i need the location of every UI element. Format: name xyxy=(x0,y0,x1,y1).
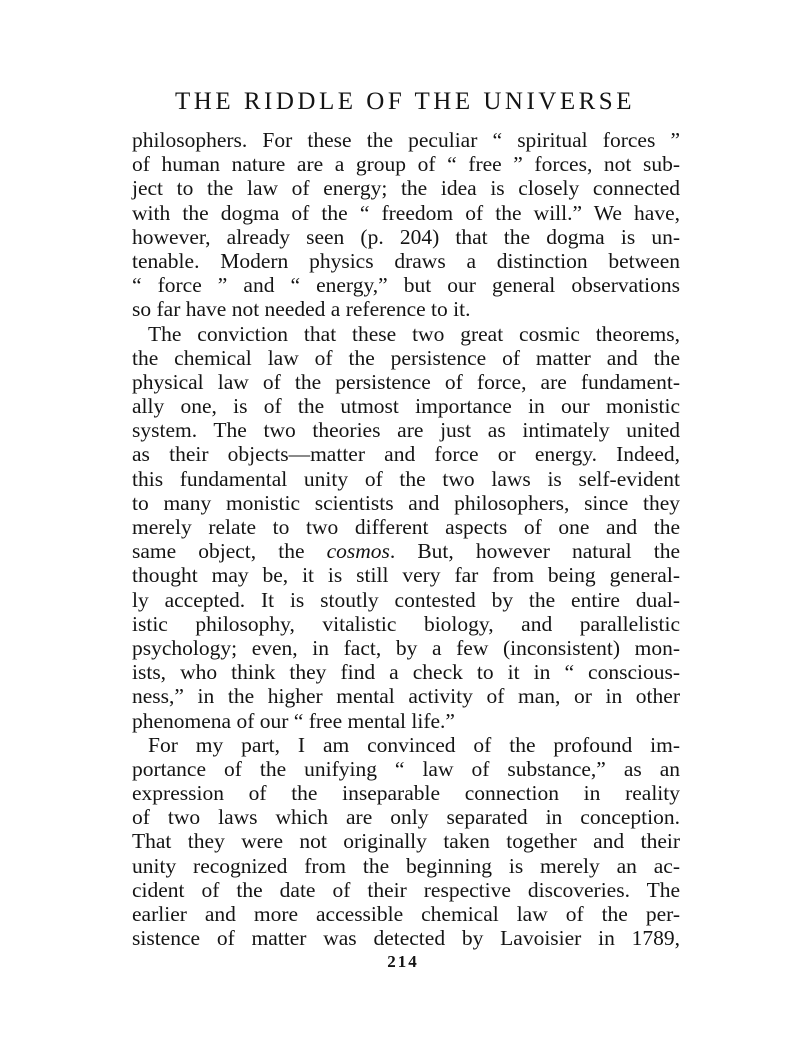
text-line: ally one, is of the utmost importance in our monistic xyxy=(132,394,680,419)
text-line: psychology; even, in fact, by a few (inconsistent) mon- xyxy=(132,635,680,660)
text-line: merely relate to two different aspects of one and the xyxy=(132,515,680,539)
italic-term: cosmos xyxy=(326,539,390,564)
text-line: sistence of matter was detected by Lavoisier in 1789, xyxy=(132,926,680,951)
text-line: ly accepted. It is stoutly contested by the entire dual- xyxy=(132,587,680,612)
text-line: philosophers. For these the peculiar “ spiritual forces ” xyxy=(132,128,680,152)
text-line: cident of the date of their respective discoveries. The xyxy=(132,877,680,902)
text-line: For my part, I am convinced of the profound im- xyxy=(148,732,680,757)
text-line: phenomena of our “ free mental life.” xyxy=(132,708,455,733)
text-line: thought may be, it is still very far from being general- xyxy=(132,563,680,588)
text-line: tenable. Modern physics draws a distinction between xyxy=(132,248,680,273)
text-line: with the dogma of the “ freedom of the will.” We have, xyxy=(132,200,680,225)
text-line: however, already seen (p. 204) that the dogma is un- xyxy=(132,224,680,249)
text-line: The conviction that these two great cosmic theorems, xyxy=(148,321,680,346)
text-line: That they were not originally taken together and their xyxy=(132,829,680,854)
text-line: ness,” in the higher mental activity of man, or in other xyxy=(132,684,680,709)
text-line: “ force ” and “ energy,” but our general observations xyxy=(132,273,680,298)
text-line: expression of the inseparable connection in reality xyxy=(132,781,680,806)
text-line: the chemical law of the persistence of matter and the xyxy=(132,345,680,370)
text-line: istic philosophy, vitalistic biology, and parallelistic xyxy=(132,611,680,636)
text-line: physical law of the persistence of force, are fundament- xyxy=(132,369,680,394)
text-line: same object, the cosmos. But, however natural the xyxy=(132,539,680,564)
text-line: portance of the unifying “ law of substance,” as an xyxy=(132,756,680,781)
text-line: earlier and more accessible chemical law of the per- xyxy=(132,902,680,926)
text-line: system. The two theories are just as intimately united xyxy=(132,418,680,443)
body-text xyxy=(132,128,680,950)
text-line: so far have not needed a reference to it. xyxy=(132,297,471,322)
text-line: this fundamental unity of the two laws is self-evident xyxy=(132,466,680,491)
page-number: 214 xyxy=(387,952,419,971)
text-line: of human nature are a group of “ free ” forces, not sub- xyxy=(132,152,680,177)
text-line: ists, who think they find a check to it in “ conscious- xyxy=(132,660,680,685)
text-line: unity recognized from the beginning is merely an ac- xyxy=(132,853,680,878)
text-line: to many monistic scientists and philosophers, since they xyxy=(132,490,680,515)
text-line: ject to the law of energy; the idea is closely connected xyxy=(132,176,680,201)
text-line: as their objects—matter and force or energy. Indeed, xyxy=(132,442,680,467)
text-line: of two laws which are only separated in conception. xyxy=(132,805,680,830)
running-head: THE RIDDLE OF THE UNIVERSE xyxy=(175,88,635,115)
